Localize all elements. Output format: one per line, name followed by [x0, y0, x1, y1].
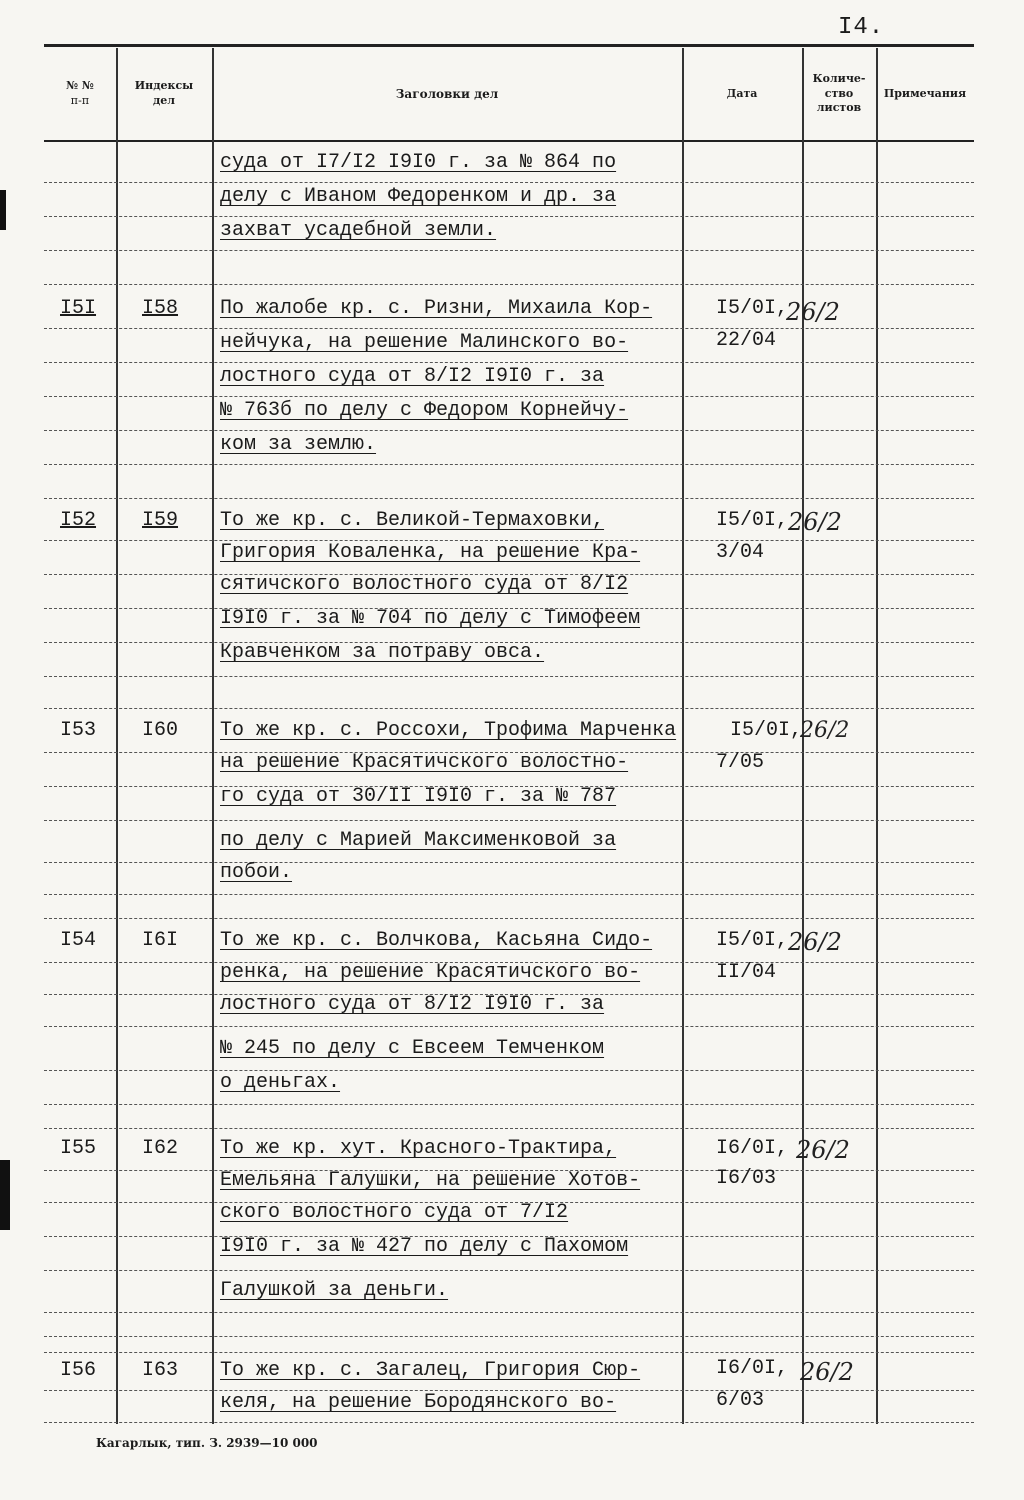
header-index-label: Индексы: [134, 79, 194, 93]
entry-description-line: То же кр. хут. Красного-Трактира,: [220, 1137, 617, 1160]
row-rule-line: [44, 894, 974, 895]
row-rule-line: [44, 1336, 974, 1337]
entry-description-line: Кравченком за потраву овса.: [220, 641, 545, 664]
row-rule-line: [44, 676, 974, 677]
header-title-label: Заголовки дел: [395, 86, 499, 101]
entry-description-line: по делу с Марией Максименковой за: [220, 829, 617, 852]
entry-description-line: То же кр. с. Загалец, Григория Сюр-: [220, 1359, 641, 1382]
entry-date-end: 7/05: [716, 751, 765, 774]
row-rule-line: [44, 250, 974, 251]
entry-description-line: захват усадебной земли.: [220, 219, 497, 242]
entry-description-line: нейчука, на решение Малинского во-: [220, 331, 629, 354]
entry-number: I55: [60, 1137, 97, 1160]
entry-index: I58: [142, 297, 179, 320]
entry-description-line: То же кр. с. Волчкова, Касьяна Сидо-: [220, 929, 653, 952]
entry-sheet-count: 26/2: [788, 508, 842, 536]
header-bottom-rule: [44, 140, 974, 142]
header-date: [682, 52, 802, 136]
row-rule-line: [44, 820, 974, 821]
header-date-label: Дата: [726, 86, 758, 100]
row-rule-line: [44, 464, 974, 465]
row-rule-line: [44, 1352, 974, 1353]
entry-description-line: лостного суда от 8/I2 I9I0 г. за: [220, 993, 605, 1016]
row-rule-line: [44, 498, 974, 499]
entry-description-line: Емельяна Галушки, на решение Хотов-: [220, 1169, 641, 1192]
header-sheets-line1: Количе-: [812, 71, 866, 85]
entry-date-end: 6/03: [716, 1389, 765, 1412]
column-divider: [876, 48, 878, 1424]
header-num-sub: п-п: [70, 94, 90, 107]
entry-index: I60: [142, 719, 179, 742]
row-rule-line: [44, 1070, 974, 1071]
row-rule-line: [44, 182, 974, 183]
column-divider: [682, 48, 684, 1424]
entry-date-end: 3/04: [716, 541, 765, 564]
scan-edge-mark: [0, 190, 6, 230]
entry-index: I59: [142, 509, 179, 532]
entry-description-line: о деньгах.: [220, 1071, 341, 1094]
entry-description-line: № 763б по делу с Федором Корнейчу-: [220, 399, 629, 422]
entry-date-start: I6/0I,: [716, 1357, 789, 1380]
row-rule-line: [44, 708, 974, 709]
entry-number: I56: [60, 1359, 97, 1382]
page-number: I4.: [838, 14, 885, 41]
entry-description-line: № 245 по делу с Евсеем Темченком: [220, 1037, 605, 1060]
row-rule-line: [44, 284, 974, 285]
row-rule-line: [44, 362, 974, 363]
entry-description-line: сятичского волостного суда от 8/I2: [220, 573, 629, 596]
row-rule-line: [44, 1270, 974, 1271]
entry-number: I52: [60, 509, 97, 532]
entry-sheet-count: 26/2: [788, 928, 842, 956]
entry-description-line: I9I0 г. за № 427 по делу с Пахомом: [220, 1235, 629, 1258]
printer-footer: Кагарлык, тип. З. 2939—10 000: [96, 1436, 318, 1450]
entry-description-line: То же кр. с. Великой-Термаховки,: [220, 509, 605, 532]
header-notes-label: Примечания: [883, 86, 967, 100]
entry-number: I54: [60, 929, 97, 952]
entry-description-line: Галушкой за деньги.: [220, 1279, 449, 1302]
entry-index: I6I: [142, 929, 179, 952]
row-rule-line: [44, 1026, 974, 1027]
entry-description-line: ком за землю.: [220, 433, 377, 456]
entry-sheet-count: 26/2: [800, 1358, 854, 1386]
row-rule-line: [44, 1312, 974, 1313]
entry-number: I53: [60, 719, 97, 742]
entry-description-line: келя, на решение Бородянского во-: [220, 1391, 617, 1414]
entry-date-end: I6/03: [716, 1167, 777, 1190]
entry-description-line: делу с Иваном Федоренком и др. за: [220, 185, 617, 208]
entry-description-line: ского волостного суда от 7/I2: [220, 1201, 569, 1224]
column-divider: [116, 48, 118, 1424]
header-num-label: № №: [66, 79, 94, 93]
entry-number: I5I: [60, 297, 97, 320]
entry-date-start: I5/0I,: [716, 929, 789, 952]
header-top-rule: [44, 44, 974, 47]
entry-date-start: I5/0I,: [716, 509, 789, 532]
row-rule-line: [44, 1422, 974, 1423]
entry-description-line: По жалобе кр. с. Ризни, Михаила Кор-: [220, 297, 653, 320]
entry-description-line: на решение Красятичского волостно-: [220, 751, 629, 774]
entry-sheet-count: 26/2: [786, 298, 840, 326]
header-sheets: [802, 52, 876, 136]
entry-description-line: ренка, на решение Красятичского во-: [220, 961, 641, 984]
entry-date-start: I6/0I,: [716, 1137, 789, 1160]
row-rule-line: [44, 862, 974, 863]
entry-description-line: Григория Коваленка, на решение Кра-: [220, 541, 641, 564]
row-rule-line: [44, 1128, 974, 1129]
column-divider: [212, 48, 214, 1424]
row-rule-line: [44, 328, 974, 329]
entry-date-end: II/04: [716, 961, 777, 984]
row-rule-line: [44, 430, 974, 431]
entry-sheet-count: 26/2: [796, 1136, 850, 1164]
entry-description-line: лостного суда от 8/I2 I9I0 г. за: [220, 365, 605, 388]
entry-index: I62: [142, 1137, 179, 1160]
header-sheets-line3: листов: [816, 101, 862, 115]
entry-description-line: суда от I7/I2 I9I0 г. за № 864 по: [220, 151, 617, 174]
entry-date-end: 22/04: [716, 329, 777, 352]
entry-description-line: побои.: [220, 861, 293, 884]
header-title: [212, 52, 682, 136]
row-rule-line: [44, 918, 974, 919]
row-rule-line: [44, 1104, 974, 1105]
entry-index: I63: [142, 1359, 179, 1382]
scan-edge-mark: [0, 1160, 10, 1230]
entry-description-line: То же кр. с. Россохи, Трофима Марченка: [220, 719, 677, 742]
entry-date-start: I5/0I,: [730, 719, 803, 742]
header-notes: [876, 52, 974, 136]
header-index: [116, 52, 212, 136]
entry-description-line: I9I0 г. за № 704 по делу с Тимофеем: [220, 607, 641, 630]
entry-description-line: го суда от 30/II I9I0 г. за № 787: [220, 785, 617, 808]
header-num: [44, 52, 116, 136]
row-rule-line: [44, 396, 974, 397]
header-index-sub: дел: [152, 94, 176, 107]
entry-sheet-count: 26/2: [800, 718, 850, 743]
entry-date-start: I5/0I,: [716, 297, 789, 320]
row-rule-line: [44, 216, 974, 217]
header-sheets-line2: ство: [824, 86, 854, 100]
